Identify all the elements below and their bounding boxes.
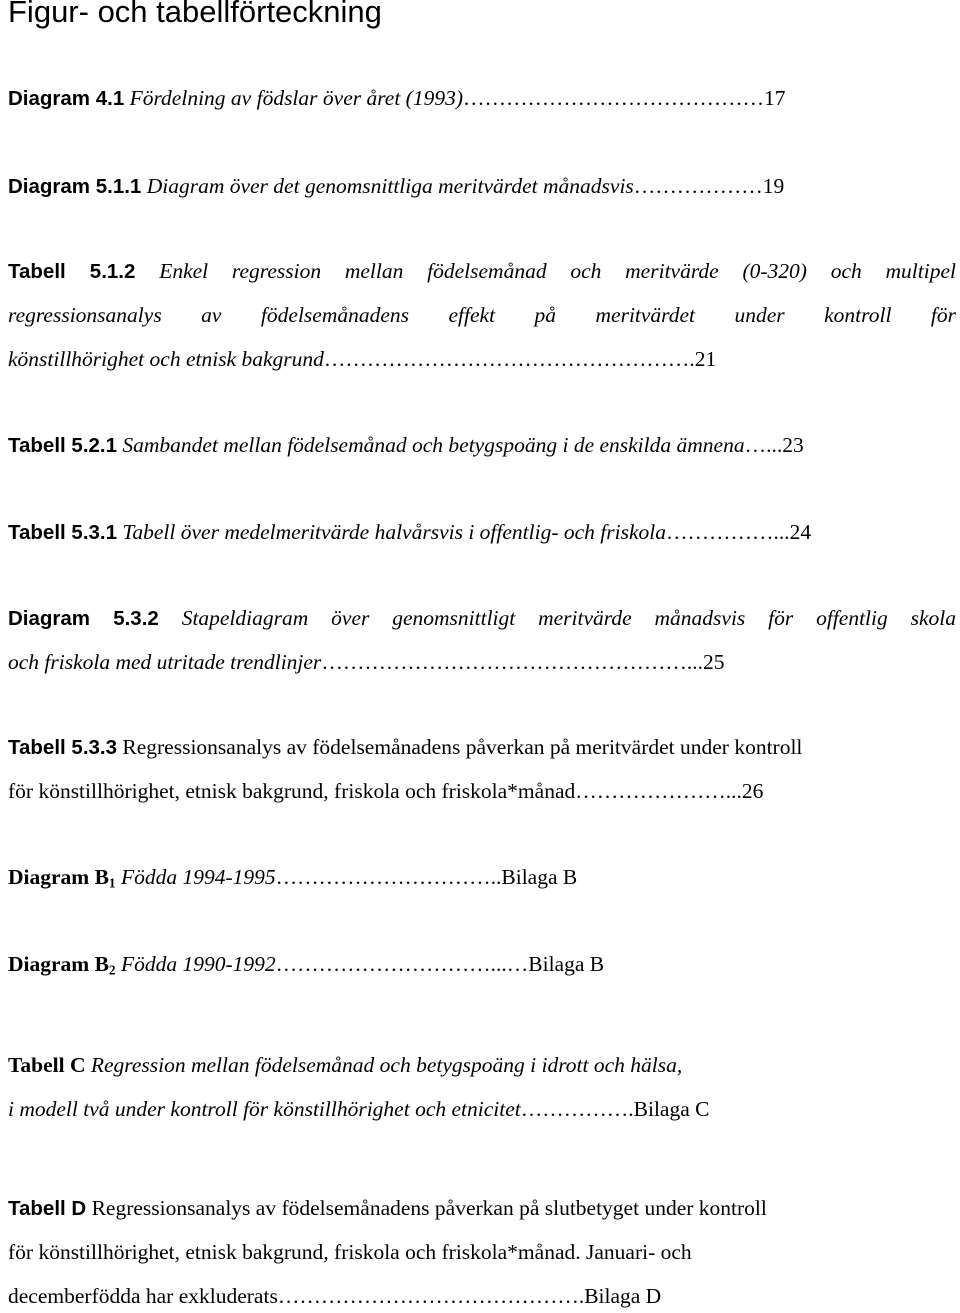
entry-label: Tabell D: [8, 1197, 87, 1220]
entry-title-line-3: decemberfödda har exkluderats: [8, 1284, 278, 1308]
entry-appendix-ref: Bilaga B: [528, 952, 605, 976]
toc-entry-diagram-b2[interactable]: [8, 949, 956, 979]
entry-label: Diagram 4.1: [8, 87, 125, 110]
entry-title-line-2: i modell två under kontroll för könstillhörighet och etnicitet: [8, 1097, 521, 1121]
toc-entry-tabell-c[interactable]: [8, 1050, 956, 1124]
entry-appendix-ref: Bilaga D: [584, 1284, 662, 1308]
entry-leader-page: ……………...24: [665, 520, 812, 544]
entry-title-line-1: Stapeldiagram över genomsnittligt meritvärde månadsvis för offentlig skola: [181, 606, 956, 630]
entry-title-line-1: Regression mellan födelsemånad och betygspoäng i idrott och hälsa,: [90, 1053, 683, 1077]
toc-entry-diagram-b1[interactable]: [8, 862, 956, 892]
entry-leader-page: …………………………………………….21: [323, 347, 717, 371]
label-subscript: 1: [108, 875, 116, 891]
entry-title: Födda 1990-1992: [120, 952, 276, 976]
entry-label: Diagram 5.1.1: [8, 175, 142, 198]
entry-label: Tabell 5.1.2: [8, 260, 136, 283]
entry-appendix-ref: Bilaga B: [501, 865, 578, 889]
entry-title-line-2: regressionsanalys av födelsemånadens effekt på meritvärdet under kontroll för: [8, 303, 956, 327]
entry-label: Tabell C: [8, 1053, 86, 1077]
entry-leader-page: ………………19: [633, 174, 785, 198]
entry-label: Diagram $B_2$: [8, 952, 116, 978]
toc-entry-tabell-5-3-3[interactable]: [8, 732, 956, 806]
entry-leader: …………………………………….: [277, 1284, 585, 1308]
entry-leader: …………….: [520, 1097, 634, 1121]
entry-leader: …………………………..: [275, 865, 502, 889]
page-title: Figur- och tabellförteckning: [8, 0, 382, 29]
entry-title: Tabell över medelmeritvärde halvårsvis i offentlig- och friskola: [122, 520, 666, 544]
entry-title-line-3: könstillhörighet och etnisk bakgrund: [8, 347, 324, 371]
entry-leader-page: ……………………………………17: [463, 86, 786, 110]
entry-title: Diagram över det genomsnittliga meritvärdet månadsvis: [146, 174, 634, 198]
entry-leader-page: …………………...26: [575, 779, 764, 803]
entry-title-line-1: Regressionsanalys av födelsemånadens påverkan på slutbetyget under kontroll: [91, 1196, 767, 1220]
toc-entry-diagram-5-1-1[interactable]: [8, 171, 956, 201]
entry-title-line-1: Enkel regression mellan födelsemånad och meritvärde (0-320) och multipel: [159, 259, 956, 283]
entry-label: Tabell 5.3.1: [8, 521, 118, 544]
entry-leader-page: ……………………………………………...25: [321, 650, 725, 674]
toc-entry-tabell-5-3-1[interactable]: [8, 517, 956, 547]
entry-leader: …………………………...…: [275, 952, 529, 976]
entry-title-line-2: för könstillhörighet, etnisk bakgrund, friskola och friskola*månad: [8, 779, 576, 803]
entry-title-line-2: och friskola med utritade trendlinjer: [8, 650, 322, 674]
entry-label: Diagram $B_1$: [8, 865, 116, 891]
entry-title: Födda 1994-1995: [120, 865, 276, 889]
entry-title-line-2: för könstillhörighet, etnisk bakgrund, friskola och friskola*månad. Januari- och: [8, 1240, 692, 1264]
label-subscript: 2: [108, 962, 116, 978]
entry-label: Diagram 5.3.2: [8, 607, 159, 630]
toc-entry-tabell-5-1-2[interactable]: [8, 256, 956, 374]
toc-entry-tabell-5-2-1[interactable]: [8, 430, 956, 460]
toc-entry-diagram-5-3-2[interactable]: [8, 603, 956, 677]
entry-appendix-ref: Bilaga C: [633, 1097, 710, 1121]
toc-entry-tabell-d[interactable]: [8, 1193, 956, 1311]
toc-entry-diagram-4-1[interactable]: [8, 83, 956, 113]
entry-label: Tabell 5.2.1: [8, 434, 118, 457]
entry-leader-page: …...23: [744, 433, 804, 457]
entry-title-line-1: Regressionsanalys av födelsemånadens påverkan på meritvärdet under kontroll: [122, 735, 803, 759]
entry-label: Tabell 5.3.3: [8, 736, 118, 759]
entry-title: Sambandet mellan födelsemånad och betygspoäng i de enskilda ämnena: [122, 433, 745, 457]
entry-title: Fördelning av födslar över året (1993): [129, 86, 464, 110]
